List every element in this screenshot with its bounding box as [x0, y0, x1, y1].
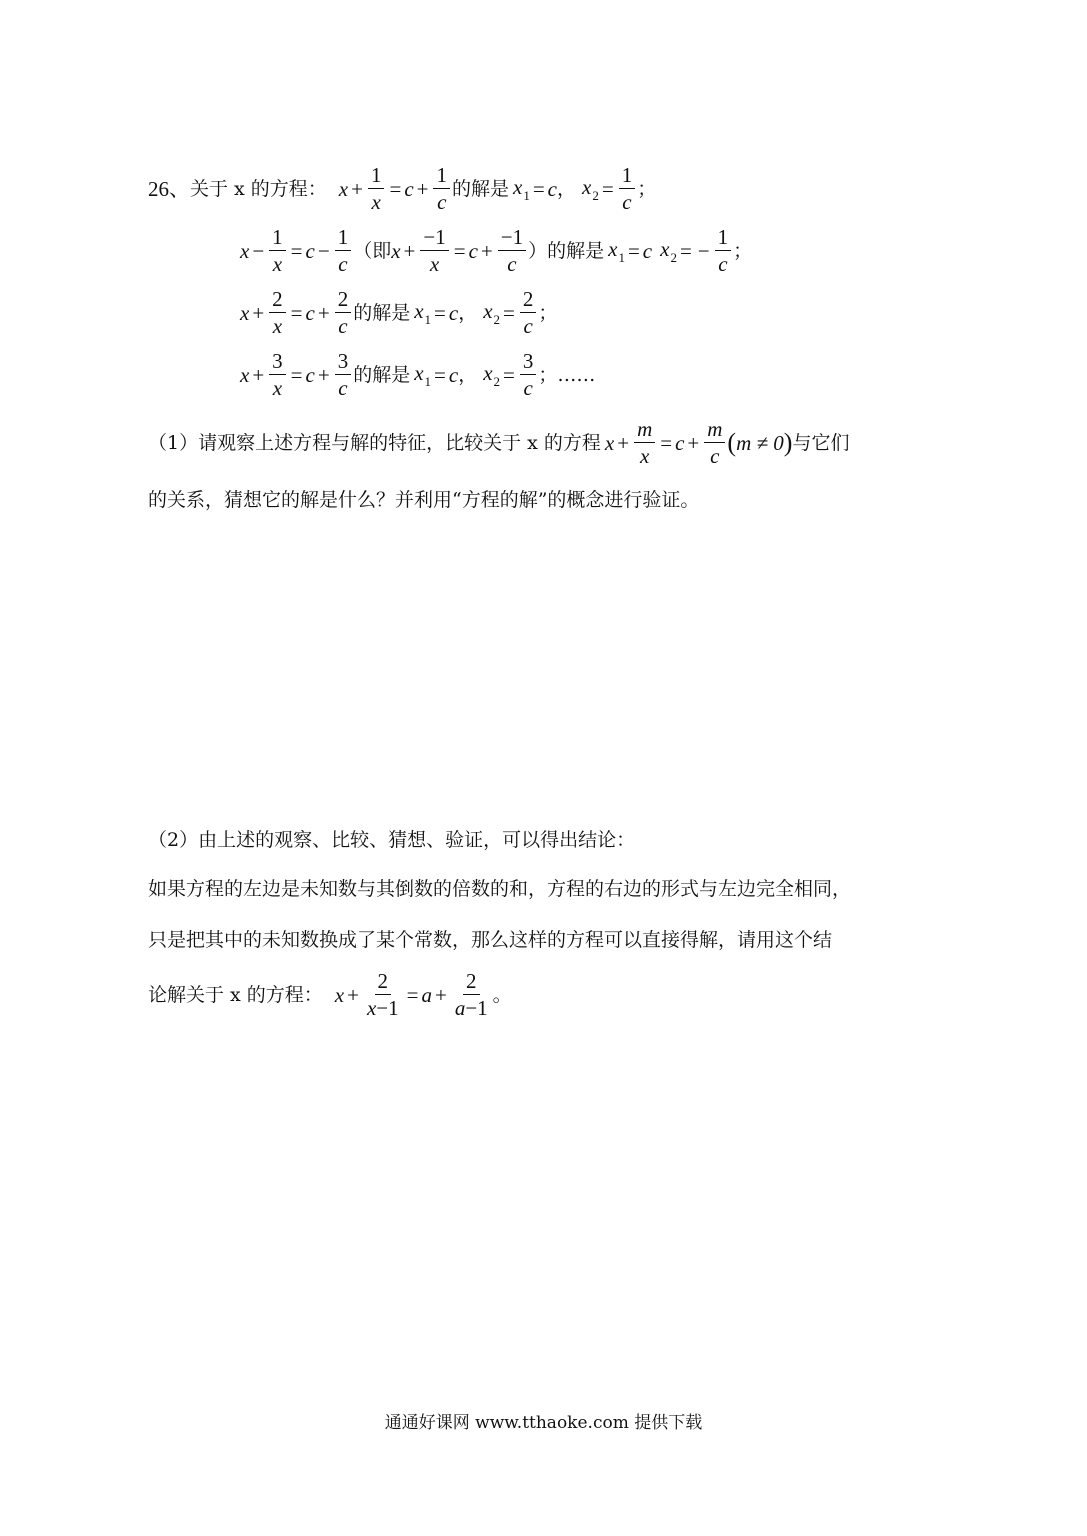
comma: ， [458, 363, 478, 386]
semicolon: ； [637, 177, 657, 200]
part1-label: （1） [148, 431, 199, 454]
problem-intro: 关于 x 的方程： [190, 177, 327, 200]
semicolon: ； [733, 239, 753, 262]
ellipsis: …… [557, 363, 596, 386]
part2-text-a: 由上述的观察、比较、猜想、验证，可以得出结论： [198, 829, 636, 851]
part2-text-c: 只是把其中的未知数换成了某个常数，那么这样的方程可以直接得解，请用这个结 [148, 929, 833, 951]
part2-equation-line: 论解关于 x 的方程： x + $\frac{2}{x-1}$ = a + $\frac{2}{a-1}$ 。 [148, 969, 512, 1020]
solution-is: 的解是 [451, 177, 509, 200]
part2-text-d: 论解关于 x 的方程： [148, 984, 323, 1006]
semicolon: ； [538, 301, 558, 324]
comma: ， [557, 177, 577, 200]
part1-condition: m ≠ 0 [736, 430, 784, 455]
comma: ， [458, 301, 478, 324]
semicolon: ； [538, 363, 558, 386]
part1-text-a: 请观察上述方程与解的特征，比较关于 x 的方程 [198, 431, 601, 454]
solution-is: 的解是 [353, 363, 411, 386]
part2-text-b: 如果方程的左边是未知数与其倒数的倍数的和，方程的右边的形式与左边完全相同， [148, 878, 852, 900]
equation-line-4: x + $\frac{3}{x}$ = c + $\frac{3}{c}$ 的解是 $x_1$ = c ， $x_2$ = $\frac{3}{c}$ ； …… [240, 349, 596, 400]
part2-end: 。 [492, 984, 512, 1006]
footer-credit: 通通好课网 www.tthaoke.com 提供下载 [384, 1413, 703, 1433]
equation-line-3: x + $\frac{2}{x}$ = c + $\frac{2}{c}$ 的解是 $x_1$ = c ， $x_2$ = $\frac{2}{c}$ ； [240, 287, 558, 338]
ji-open: （即 [353, 239, 392, 262]
solution-is: 的解是 [547, 239, 605, 262]
ji-close: ） [528, 239, 548, 262]
part2-first-line [148, 828, 635, 852]
part1-text-c: 的关系，猜想它的解是什么？并利用“方程的解”的概念进行验证。 [148, 489, 700, 511]
part1-line: （1） 请观察上述方程与解的特征，比较关于 x 的方程 x + $\frac{m}{x}$ = c + $\frac{m}{c}$ ( m ≠ 0 ) 与它们 [148, 417, 850, 468]
solution-is: 的解是 [353, 301, 411, 324]
part2-label: （2） [148, 829, 199, 851]
equation-line-1: 26、 关于 x 的方程： x + $\frac{1}{x}$ = c + $\frac{1}{c}$ 的解是 $x_1$ = c ， $x_2$ = $\frac{1}{c}$ ； [148, 163, 657, 214]
problem-number: 26、 [148, 176, 190, 201]
equation-line-2: x − $\frac{1}{x}$ = c − $\frac{1}{c}$ （即 x + $\frac{-1}{x}$ = c + $\frac{-1}{c}$ ） 的解是 $x_1$ = c $x_2$ = − $\frac{1}{c}$ ； [240, 225, 753, 276]
part1-text-b: 与它们 [792, 431, 850, 454]
